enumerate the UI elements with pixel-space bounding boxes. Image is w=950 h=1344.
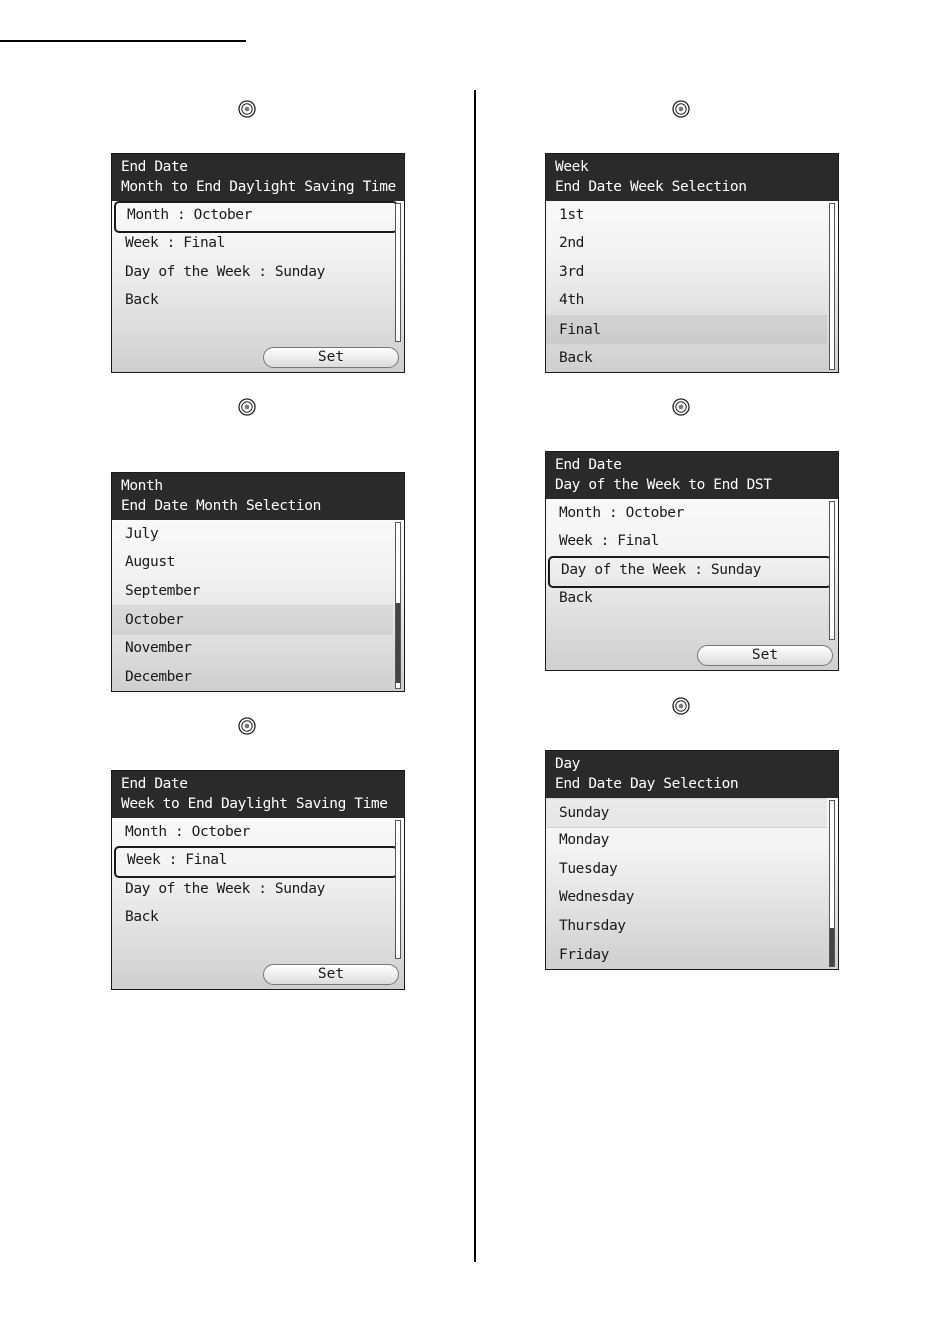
menu-list	[546, 798, 827, 969]
list-item[interactable]: August	[125, 554, 175, 570]
ok-dial-icon	[238, 717, 256, 735]
set-button[interactable]: Set	[263, 964, 399, 985]
menu-item-day-of-week[interactable]: Day of the Week : Sunday	[125, 881, 325, 897]
screen-header	[112, 473, 404, 520]
column-divider	[474, 90, 476, 1262]
screen-header	[112, 154, 404, 201]
header-title: Week	[555, 159, 589, 175]
header-subtitle: End Date Week Selection	[555, 179, 747, 195]
list-item[interactable]: Thursday	[559, 918, 626, 934]
menu-item-day-of-week[interactable]: Day of the Week : Sunday	[125, 264, 325, 280]
list-item[interactable]: 4th	[559, 292, 584, 308]
menu-item-month[interactable]: Month : October	[559, 505, 684, 521]
list-item[interactable]: 3rd	[559, 264, 584, 280]
header-subtitle: Day of the Week to End DST	[555, 477, 772, 493]
header-title: Day	[555, 756, 580, 772]
list-item[interactable]: September	[125, 583, 200, 599]
menu-item-week[interactable]: Week : Final	[125, 235, 225, 251]
scrollbar[interactable]	[395, 522, 401, 689]
menu-item-month[interactable]: Month : October	[114, 201, 398, 233]
list-item[interactable]: Monday	[559, 832, 609, 848]
screen-week-selection	[545, 153, 839, 373]
list-item[interactable]: Tuesday	[559, 861, 618, 877]
screen-end-date-day	[545, 451, 839, 671]
list-item-selected[interactable]: Sunday	[546, 798, 827, 828]
ok-dial-icon	[672, 398, 690, 416]
screen-header	[546, 452, 838, 499]
list-item[interactable]: July	[125, 526, 159, 542]
header-subtitle: Month to End Daylight Saving Time	[121, 179, 396, 195]
menu-list	[546, 201, 827, 372]
screen-end-date-week	[111, 770, 405, 990]
screen-header	[112, 771, 404, 818]
ok-dial-icon	[672, 697, 690, 715]
list-item[interactable]: 1st	[559, 207, 584, 223]
menu-item-week[interactable]: Week : Final	[559, 533, 659, 549]
header-subtitle: End Date Day Selection	[555, 776, 739, 792]
menu-item-back[interactable]: Back	[125, 292, 159, 308]
menu-list	[112, 520, 393, 691]
menu-item-back[interactable]: Back	[559, 590, 593, 606]
ok-dial-icon	[238, 100, 256, 118]
menu-item-day-of-week[interactable]: Day of the Week : Sunday	[548, 556, 832, 588]
list-item-back[interactable]: Back	[559, 350, 593, 366]
list-item[interactable]: November	[125, 640, 192, 656]
list-item-selected[interactable]: October	[112, 605, 393, 635]
ok-dial-icon	[238, 398, 256, 416]
scroll-thumb[interactable]	[396, 603, 400, 683]
screen-day-selection	[545, 750, 839, 970]
header-subtitle: Week to End Daylight Saving Time	[121, 796, 388, 812]
screen-end-date-month	[111, 153, 405, 373]
set-button[interactable]: Set	[697, 645, 833, 666]
header-title: End Date	[555, 457, 622, 473]
menu-item-week[interactable]: Week : Final	[114, 846, 398, 878]
screen-header	[546, 751, 838, 798]
set-button[interactable]: Set	[263, 347, 399, 368]
menu-item-back[interactable]: Back	[125, 909, 159, 925]
header-title: Month	[121, 478, 163, 494]
menu-item-month[interactable]: Month : October	[125, 824, 250, 840]
list-item[interactable]: 2nd	[559, 235, 584, 251]
screen-month-selection	[111, 472, 405, 692]
scrollbar[interactable]	[829, 800, 835, 967]
scrollbar[interactable]	[829, 501, 835, 640]
header-title: End Date	[121, 776, 188, 792]
scroll-thumb[interactable]	[830, 928, 834, 966]
list-item[interactable]: Wednesday	[559, 889, 634, 905]
scrollbar[interactable]	[829, 203, 835, 370]
list-item-selected[interactable]: Final	[546, 315, 827, 345]
scrollbar[interactable]	[395, 203, 401, 342]
screen-header	[546, 154, 838, 201]
header-subtitle: End Date Month Selection	[121, 498, 321, 514]
list-item[interactable]: December	[125, 669, 192, 685]
header-rule	[0, 40, 246, 42]
header-title: End Date	[121, 159, 188, 175]
ok-dial-icon	[672, 100, 690, 118]
scrollbar[interactable]	[395, 820, 401, 959]
list-item[interactable]: Friday	[559, 947, 609, 963]
